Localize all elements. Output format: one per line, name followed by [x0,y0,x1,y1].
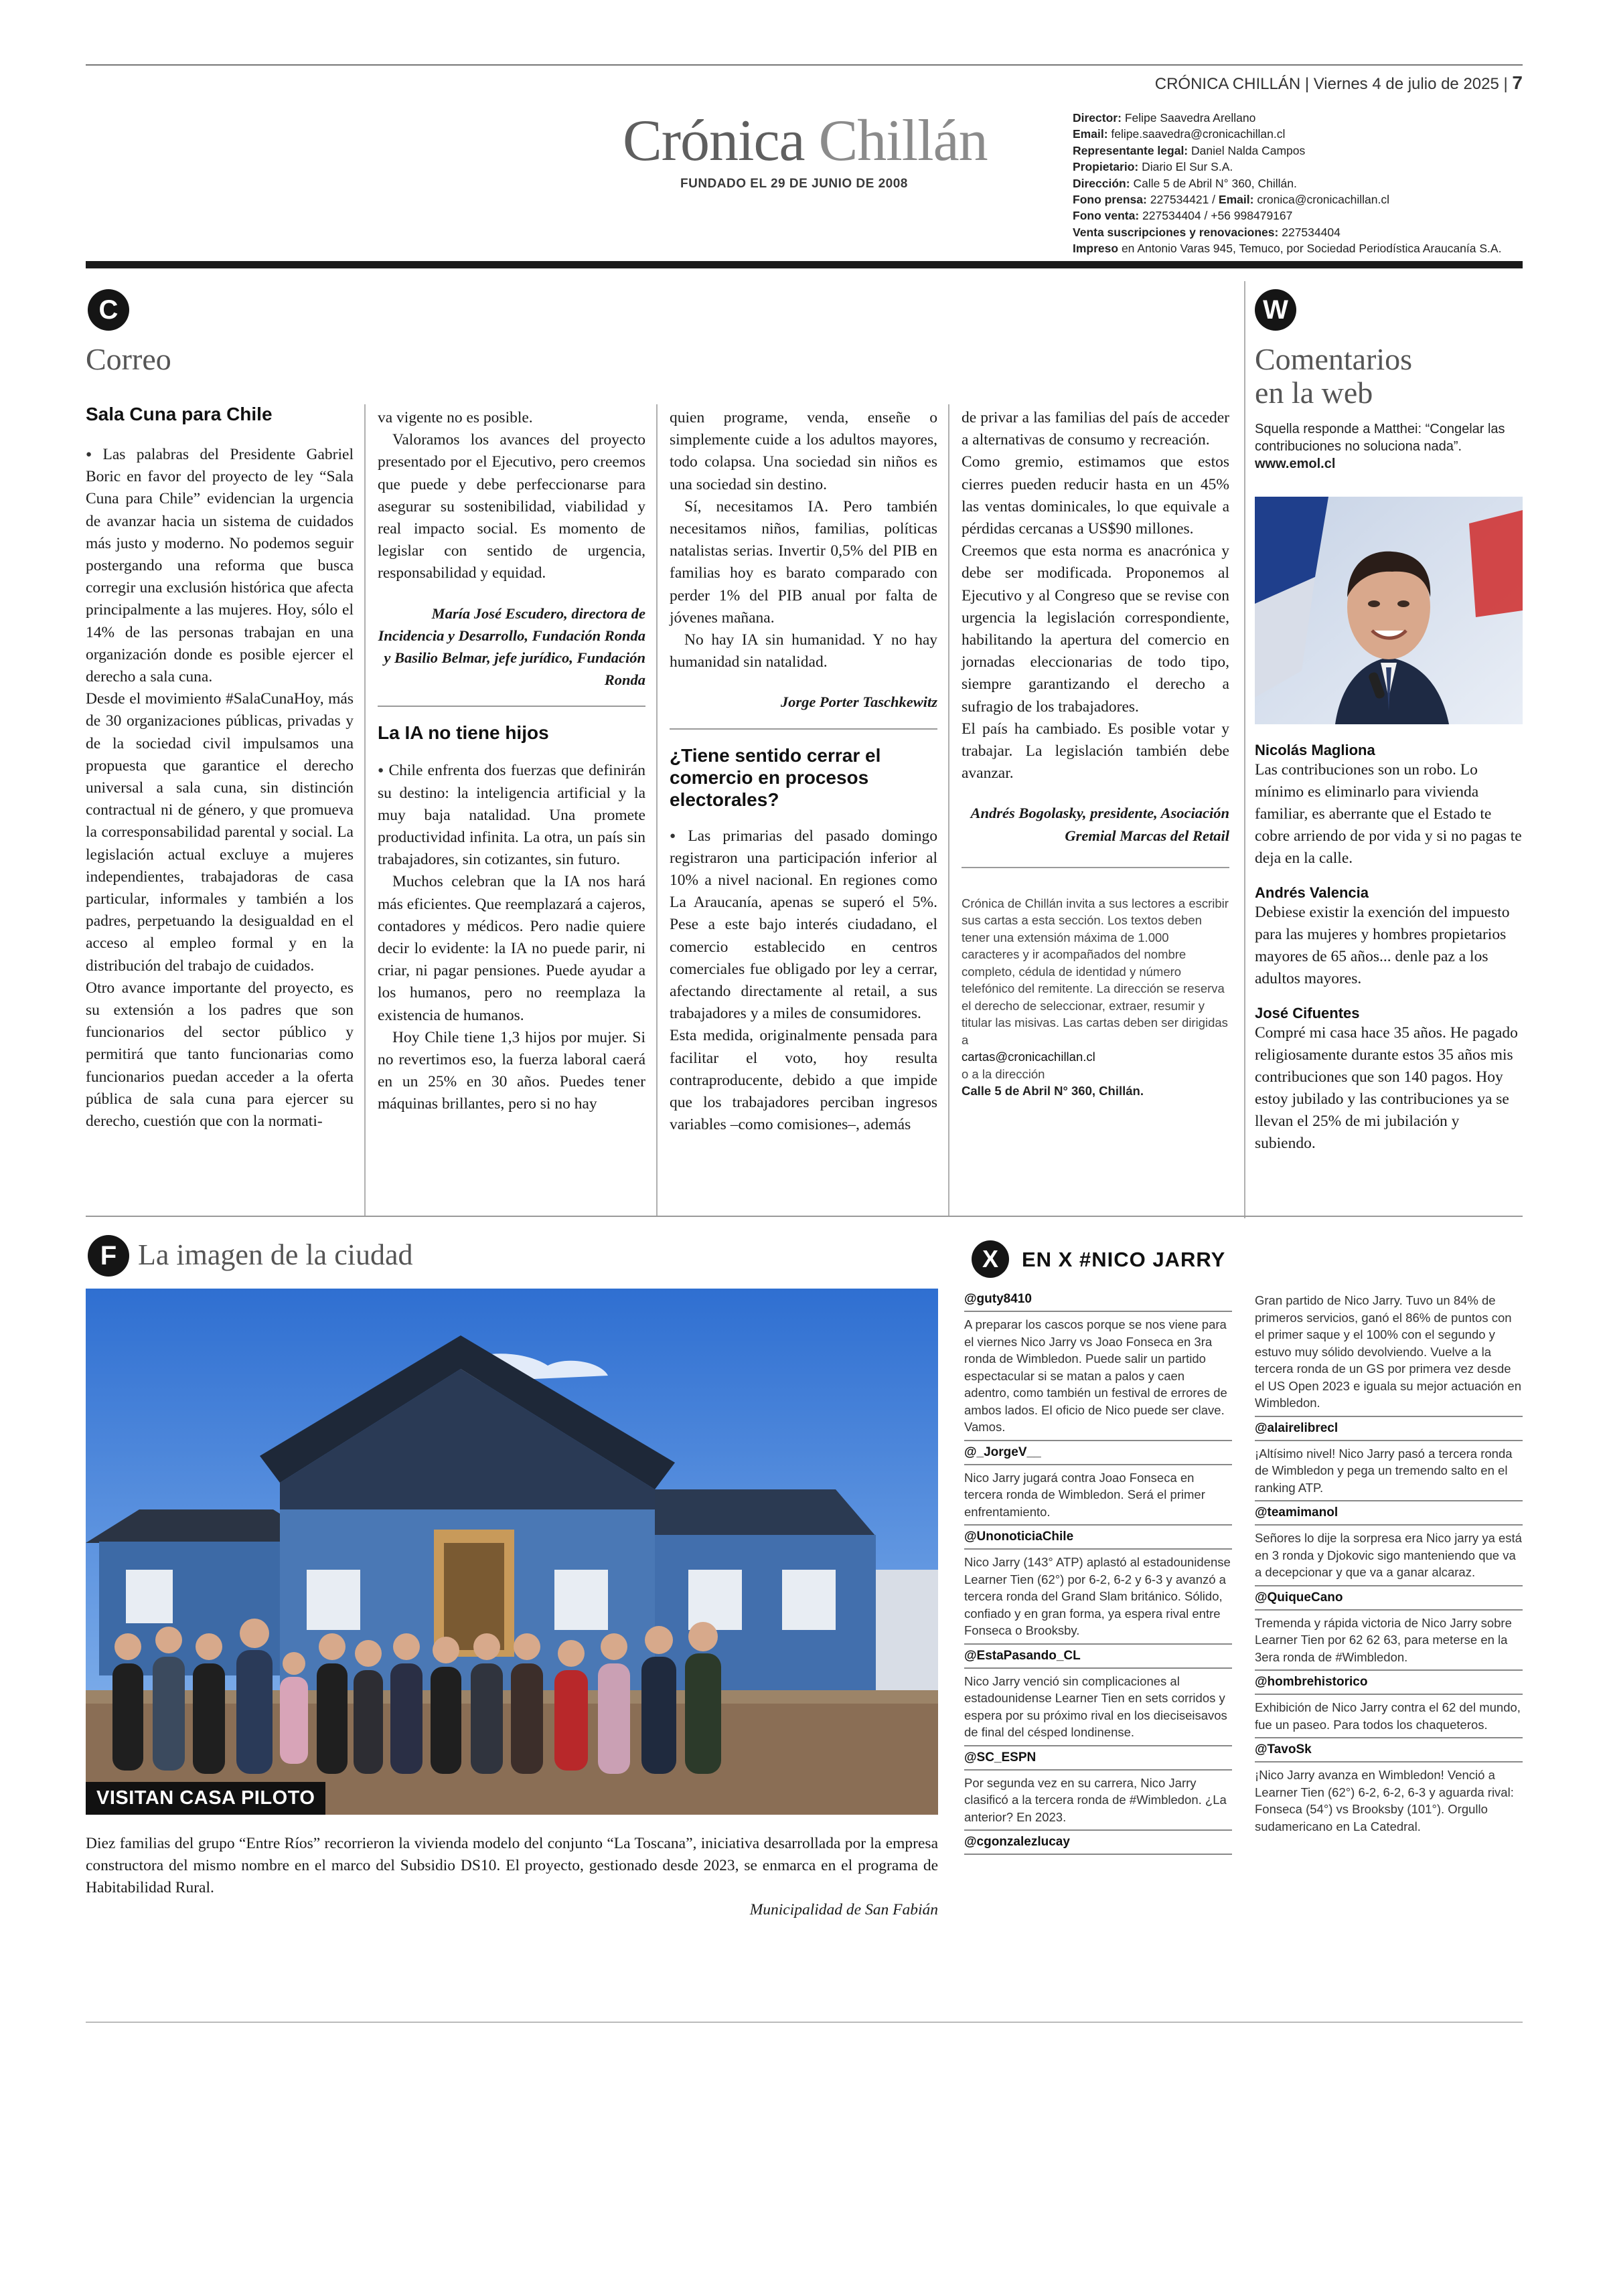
letter2-paragraph: Sí, necesitamos IA. Pero también necesitamos niños, familias, políticas natalistas serias. Invertir 0,5% del PIB en familias hoy es barato comparado con perder 1% del PIB anual por falta de jóvenes mañana. [670,497,937,627]
letter2-paragraph: No hay IA sin humanidad. Y no hay humanidad sin natalidad. [670,631,937,671]
x-post-handle[interactable]: @hombrehistorico [1255,1675,1368,1689]
masthead-line: Representante legal: Daniel Nalda Campos [1073,143,1306,157]
letters-address: Calle 5 de Abril N° 360, Chillán. [962,1084,1144,1098]
column-divider [364,404,366,1216]
x-separator [1255,1669,1523,1671]
folio-date: Viernes 4 de julio de 2025 [1313,75,1499,93]
letter-column-3 [670,407,937,1136]
letter1-paragraph: ● Las palabras del Presidente Gabriel Boric en favor del proyecto de ley “Sala Cuna para Chile” evidencian la urgencia de avanzar hacia un sistema de cuidados más justo y moderno. No podemos seguir postergando una reforma que busca corregir una exclusión histórica que afecta principalmente a las mujeres. Hoy, sólo el 14% de las personas trabajan en una organización donde es posible ejercer el derecho a sala cuna. [86,444,354,688]
x-separator [1255,1440,1523,1441]
x-post-handle[interactable]: @_JorgeV__ [964,1445,1041,1459]
folio: CRÓNICA CHILLÁN | Viernes 4 de julio de 2025 | 7 [1154,72,1523,93]
column-divider [656,404,658,1216]
logo-word-chillan: Chillán [818,108,988,173]
header-thick-rule [86,261,1523,268]
x-separator [964,1854,1232,1855]
x-separator [1255,1416,1523,1417]
letter2-paragraph: Muchos celebran que la IA nos hará más eficientes. Que reemplazará a cajeros, contadores y médicos. Pero nadie quiere decir lo evidente: la IA no puede parir, ni criar, ni pagar pensiones. Puede ayudar a los humanos, pero no reemplaza la existencia de humanos. [378,873,645,1024]
city-photo-image [86,1289,938,1815]
letter3-paragraph: ● Las primarias del pasado domingo registraron una participación inferior al 10% a nivel nacional. En regiones como La Araucanía, apenas se superó el 5%. Pese a este bajo interés ciudadano, el comercio establecido en centros comerciales fue obligado por ley a cerrar, afectando directamente al retail, a sus trabajadores y a miles de consumidores. [670,825,937,1026]
web-comment [1255,1005,1523,1155]
web-badge-icon: W [1255,289,1296,331]
correo-badge-icon: C [88,289,129,331]
x-post-text: Nico Jarry (143° ATP) aplastó al estadounidense Learner Tien (62°) por 6-2, 6-2 y 6-3 y avanzó a tercera ronda del Grand Slam británico. Sólido, confiado y en gran forma, ya espera rival entre Fonseca o Brooksby. [964,1555,1231,1637]
photo-credit: Municipalidad de San Fabián [749,1901,938,1918]
letter-separator [378,706,645,707]
letter2-paragraph: quien programe, venda, enseñe o simplemente cuide a los adultos mayores, todo colapsa. Una sociedad sin niños es una sociedad sin destino. [670,409,937,493]
x-post-text: ¡Altísimo nivel! Nico Jarry pasó a tercera ronda de Wimbledon y pega un tremendo salto en el ranking ATP. [1255,1446,1513,1495]
letter2-paragraph: ● Chile enfrenta dos fuerzas que definirán su destino: la inteligencia artificial y la muy baja natalidad. Una promete productividad infinita. La otra, un país sin trabajadores, sin cotizantes, sin futuro. [378,760,645,871]
x-badge-icon: X [972,1240,1009,1278]
photo-caption [86,1833,938,1921]
masthead-line: Impreso en Antonio Varas 945, Temuco, por Sociedad Periodística Araucanía S.A. [1073,242,1502,256]
x-separator [964,1769,1232,1771]
x-post-handle[interactable]: @teamimanol [1255,1505,1338,1520]
x-post-handle[interactable]: @TavoSk [1255,1742,1312,1756]
portrait-photo [1255,497,1523,724]
masthead-line: Email: felipe.saavedra@cronicachillan.cl [1073,127,1286,141]
letter-column-2 [378,407,645,1116]
x-separator [964,1548,1232,1550]
web-comment-author: Andrés Valencia [1255,884,1369,901]
letter-separator [962,867,1229,868]
letter-column-1 [86,403,354,1133]
x-post-text: Nico Jarry venció sin complicaciones al estadounidense Learner Tien en sets corridos y espera por su próximo rival en los dieciseisavos de final del césped londinense. [964,1673,1227,1739]
masthead-line: Fono venta: 227534404 / +56 998479167 [1073,209,1293,223]
portrait-image [1255,497,1523,724]
city-photo [86,1289,938,1815]
newspaper-logo [623,107,988,175]
masthead-line: Director: Felipe Saavedra Arellano [1073,111,1256,125]
letter3-paragraph: de privar a las familias del país de acceder a alternativas de consumo y recreación. [962,409,1229,449]
x-separator [964,1464,1232,1465]
letter1-paragraph: Valoramos los avances del proyecto presentado por el Ejecutivo, pero creemos que puede y debe perfeccionarse para asegurar su sostenibilidad, viabilidad y real impacto social. Es momento de legislar con sentido de urgencia, responsabilidad y equidad. [378,431,645,582]
folio-page: 7 [1512,72,1523,93]
masthead-line: Fono prensa: 227534421 / Email: cronica@cronicachillan.cl [1073,193,1390,207]
x-separator [964,1440,1232,1441]
x-section-title: EN X #NICO JARRY [1022,1248,1226,1271]
x-separator [964,1524,1232,1526]
x-post-text: Exhibición de Nico Jarry contra el 62 del mundo, fue un paseo. Para todos los chaqueteros. [1255,1700,1521,1732]
web-comment-text: Compré mi casa hace 35 años. He pagado religiosamente durante estos 35 años mis contribuciones que son 140 pagos. Hoy estoy jubilado y las contribuciones ya se llevan el 25% de mi jubilación y subiendo. [1255,1024,1518,1152]
imagen-badge-icon: F [88,1235,129,1277]
x-post-text: Por segunda vez en su carrera, Nico Jarry clasificó a la tercera ronda de #Wimbledon. ¿La anterior? En 2023. [964,1775,1227,1824]
letter1-headline: Sala Cuna para Chile [86,404,273,424]
x-post-text: Nico Jarry jugará contra Joao Fonseca en tercera ronda de Wimbledon. Será el primer enfrentamiento. [964,1470,1205,1519]
x-separator [1255,1500,1523,1501]
letter3-signature: Andrés Bogolasky, presidente, Asociación Gremial Marcas del Retail [970,805,1229,844]
submission-note: Crónica de Chillán invita a sus lectores a escribir sus cartas a esta sección. Los textos deben tener una extensión máxima de 1.000 caracteres y ir acompañados del nombre completo, cédula de identidad y número telefónico del remitente. La dirección se reserva el derecho de seleccionar, extraer, resumir y titular las misivas. Las cartas deben ser dirigidas a cartas@cronicachillan.cl o a la dirección Calle 5 de Abril N° 360, Chillán. [962,895,1229,1100]
web-intro: Squella responde a Matthei: “Congelar las contribuciones no soluciona nada”. www.emol.cl [1255,420,1523,473]
web-comments [1255,742,1523,1155]
letter3-headline: ¿Tiene sentido cerrar el comercio en procesos electorales? [670,744,881,810]
x-separator [1255,1737,1523,1738]
founded-line: FUNDADO EL 29 DE JUNIO DE 2008 [680,177,908,191]
x-separator [964,1667,1232,1669]
section-rule [86,1216,1523,1217]
letter3-paragraph: Esta medida, originalmente pensada para facilitar el voto, hoy resulta contraproducente, debido a que impide que los trabajadores perciban ingresos variables –como comisiones–, además [670,1027,937,1134]
x-separator [964,1311,1232,1312]
x-separator [1255,1524,1523,1526]
x-post-handle[interactable]: @QuiqueCano [1255,1590,1343,1605]
x-separator [1255,1609,1523,1611]
x-post-text: Tremenda y rápida victoria de Nico Jarry sobre Learner Tien por 62 62 63, para meterse en la 3era ronda de #Wimbledon. [1255,1615,1512,1664]
letter2-paragraph: Hoy Chile tiene 1,3 hijos por mujer. Si no revertimos eso, la fuerza laboral caerá en un 25% en 30 años. Puedes tener máquinas brillantes, pero si no hay [378,1028,645,1113]
x-posts-column-1 [964,1292,1232,1859]
x-post-text: A preparar los cascos porque se nos viene para el viernes Nico Jarry vs Joao Fonseca en 3ra ronda de Wimbledon. Puede salir un partido espectacular si se matan a palos y caen adentro, como también un festival de errores de ambos lados. El oficio de Nico puede ser clave. Vamos. [964,1317,1227,1434]
web-comment-author: Nicolás Magliona [1255,742,1375,758]
letter1-signature: María José Escudero, directora de Incidencia y Desarrollo, Fundación Ronda y Basilio Belmar, jefe jurídico, Fundación Ronda [378,604,645,689]
photo-caption-text: Diez familias del grupo “Entre Ríos” recorrieron la vivienda modelo del conjunto “La Toscana”, iniciativa desarrollada por la empresa constructora del mismo nombre en el marco del Subsidio DS10. El proyecto, gestionado desde 2023, se enmarca en el programa de Habitabilidad Rural. [86,1835,938,1896]
letter2-signature: Jorge Porter Taschkewitz [780,693,937,711]
web-comment-text: Debiese existir la exención del impuesto para las mujeres y hombres propietarios mayores de 65 años... denle paz a los adultos mayores. [1255,904,1510,987]
x-post-handle[interactable]: @EstaPasando_CL [964,1648,1081,1663]
web-source-link[interactable]: www.emol.cl [1255,457,1336,471]
letter1-paragraph: Desde el movimiento #SalaCunaHoy, más de 30 organizaciones públicas, privadas y de la sociedad civil impulsamos una propuesta que garantice el derecho universal a sala cuna, sin distinción contractual ni de género, y que promueva la corresponsabilidad parental y social. La legislación actual excluye a mujeres independientes, trabajadoras de casa particular, informales y también a los padres, perpetuando la desigualdad en el acceso al empleo formal y en la distribución del trabajo de cuidados. [86,690,354,975]
masthead-line: Dirección: Calle 5 de Abril N° 360, Chillán. [1073,176,1297,190]
web-comment [1255,742,1523,870]
x-separator [1255,1761,1523,1762]
x-separator [964,1745,1232,1746]
photo-label: VISITAN CASA PILOTO [86,1782,325,1815]
web-comment [1255,884,1523,990]
x-posts-column-2 [1255,1292,1523,1835]
top-rule [86,64,1523,66]
letter3-paragraph: Como gremio, estimamos que estos cierres pueden reducir hasta en un 45% las ventas dominicales, lo que equivale a pérdidas cercanas a US$90 millones. [962,453,1229,538]
x-post-text: Señores lo dije la sorpresa era Nico jarry ya está en 3 ronda y Djokovic sigo manteniendo que va a decepcionar y que va a ganar alcaraz. [1255,1531,1522,1579]
masthead-credits [1073,110,1501,257]
x-post-handle[interactable]: @UnonoticiaChile [964,1530,1074,1544]
logo-word-cronica: Crónica [623,108,805,173]
web-comment-text: Las contribuciones son un robo. Lo mínimo es eliminarlo para vivienda familiar, es aberrante que el Estado te cobre arriendo de por vida y si no pagas te deja en la calle. [1255,761,1522,867]
x-post-text: ¡Nico Jarry avanza en Wimbledon! Venció a Learner Tien (62°) 6-2, 6-2, 6-3 y aguarda rival: Fonseca (54°) vs Brooksby (101°). Orgullo sudamericano en La Catedral. [1255,1768,1514,1833]
letters-email-link[interactable]: cartas@cronicachillan.cl [962,1050,1095,1064]
letter-separator [670,728,937,730]
x-separator [1255,1694,1523,1695]
column-divider [948,404,949,1216]
x-post-handle[interactable]: @SC_ESPN [964,1750,1037,1765]
masthead-line: Propietario: Diario El Sur S.A. [1073,160,1233,174]
letter3-paragraph: El país ha cambiado. Es posible votar y trabajar. La legislación también debe avanzar. [962,720,1229,783]
letter1-paragraph: va vigente no es posible. [378,409,533,426]
web-comment-author: José Cifuentes [1255,1005,1360,1021]
x-separator [964,1829,1232,1831]
column-divider [1244,281,1245,1218]
letter3-paragraph: Creemos que esta norma es anacrónica y debe ser modificada. Proponemos al Ejecutivo y al Congreso que se revise con urgencia la legislación correspondiente, habilitando la apertura del comercio en jornadas eleccionarias de todo tipo, siempre garantizando el derecho a sufragio de los trabajadores. [962,542,1229,716]
folio-paper: CRÓNICA CHILLÁN [1154,75,1301,93]
x-post-handle[interactable]: @cgonzalezlucay [964,1835,1070,1849]
bottom-rule [86,2022,1523,2023]
correo-section-title: Correo [86,342,171,376]
web-section-title: Comentarios en la web [1255,342,1413,410]
x-separator [964,1643,1232,1645]
x-post-handle[interactable]: @guty8410 [964,1292,1032,1306]
x-post-text: Gran partido de Nico Jarry. Tuvo un 84% de primeros servicios, ganó el 86% de puntos con el primer saque y el 100% con el segundo y estuvo muy sólido devolviendo. Vuelve a la tercera ronda de un GS por primera vez desde el US Open 2023 e iguala su mejor actuación en Wimbledon. [1255,1293,1522,1410]
x-post-handle[interactable]: @alairelibrecl [1255,1420,1338,1435]
masthead-line: Venta suscripciones y renovaciones: 227534404 [1073,225,1341,239]
letter-column-4 [962,407,1229,1100]
imagen-section-title: La imagen de la ciudad [138,1238,413,1271]
letter2-headline: La IA no tiene hijos [378,722,549,744]
letter1-paragraph: Otro avance importante del proyecto, es su extensión a los padres que son funcionarios del sector público y permitirá que tanto funcionarias como funcionarios puedan acceder a la oferta pública de sala cuna para ejercer su derecho, cuestión que con la normati- [86,979,354,1131]
x-separator [1255,1585,1523,1586]
